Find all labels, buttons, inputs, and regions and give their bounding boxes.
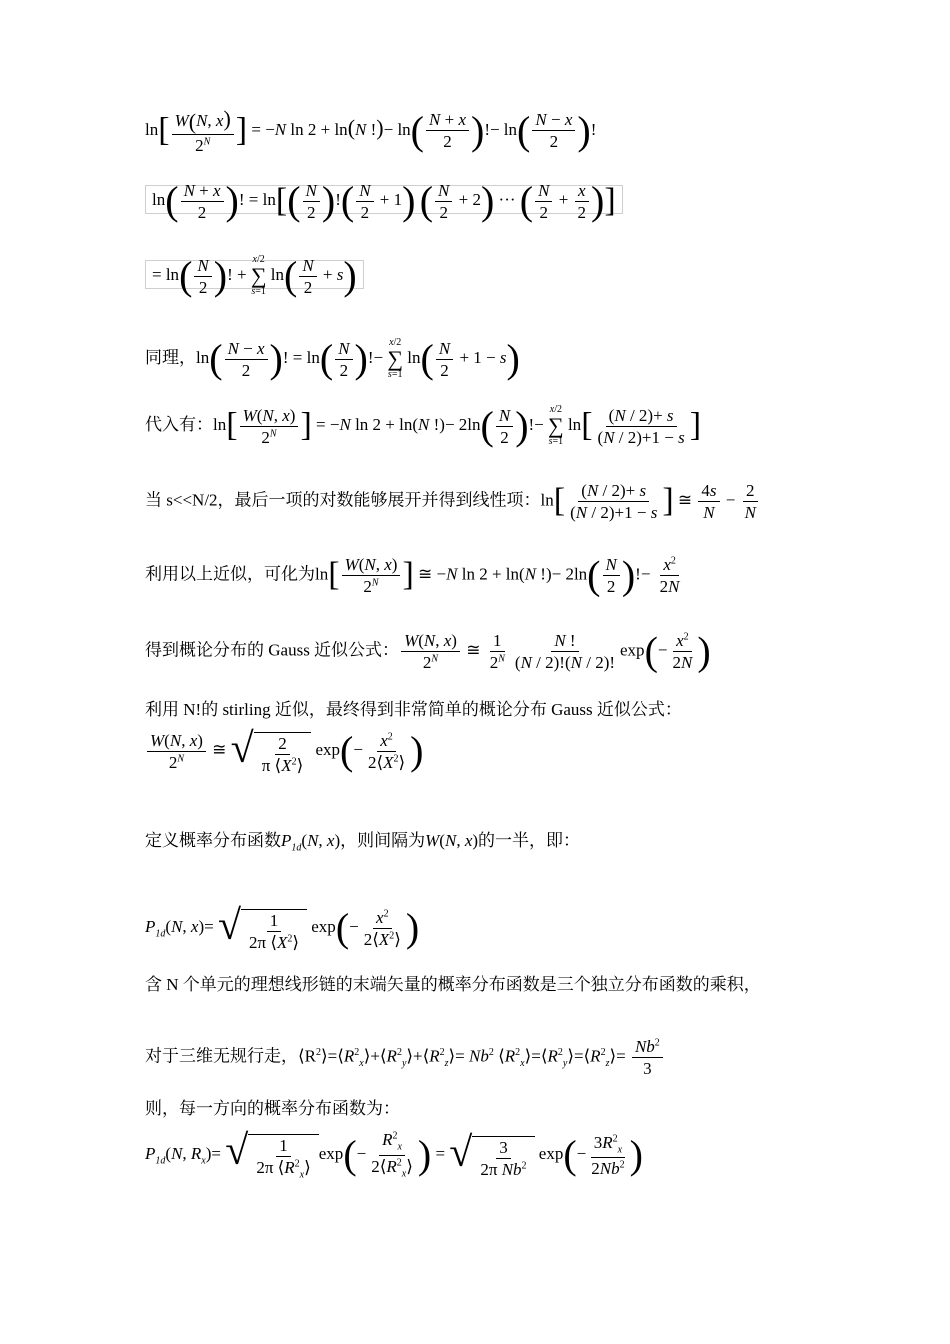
equation-substitute: 代入有：ln[ $\frac{W(N, x)}{2^N}$ ] = −N ln 2 + ln(N !)− 2ln( $\frac{N}{2}$ )!− x/2 ∑ s=1 ln[ $\frac{(N / 2)+ s}{(N / 2)+1 - s}$ ] bbox=[145, 403, 702, 448]
text-random-walk: 对于三维无规行走， bbox=[145, 1046, 298, 1066]
text-define-c: 的一半，即： bbox=[478, 831, 581, 850]
text-stirling: 利用 N!的 stirling 近似，最终得到非常简单的概论分布 Gauss 近似公式： bbox=[145, 700, 682, 719]
text-substitute: 代入有： bbox=[145, 414, 213, 434]
equation-gauss-approx: 得到概论分布的 Gauss 近似公式： $\frac{W(N, x)}{2^N}$ ≅ $\frac{1}{2^N}$ $\frac{N !}{(N / 2)!(N / 2)!}$ exp(− $\frac{x^2}{2N}$ ) bbox=[145, 628, 711, 674]
equation-random-walk: 对于三维无规行走，$⟨R^2⟩=⟨R^2_x⟩+⟨R^2_y⟩+⟨R^2_z⟩= Nb^2$ $⟨R^2_x⟩=⟨R^2_y⟩=⟨R^2_z⟩=$ $\frac{Nb^2}{3}$ bbox=[145, 1038, 665, 1077]
equation-similarly: 同理，ln( $\frac{N - x}{2}$ )! = ln( $\frac{N}{2}$ )!− x/2 ∑ s=1 ln( $\frac{N}{2}$ + 1 − s) bbox=[145, 336, 520, 381]
equation-log-w: ln[ $\frac{W(N, x)}{2^N}$ ] = −N ln 2 + ln(N !)− ln( $\frac{N + x}{2}$ )!− ln( $\frac{N - x}{2}$ )! bbox=[145, 106, 597, 155]
text-ideal-chain: 含 N 个单元的理想线形链的末端矢量的概率分布函数是三个独立分布函数的乘积， bbox=[145, 975, 761, 994]
equation-gauss-final: $\frac{W(N, x)}{2^N}$ ≅ √ $\frac{2}{\pi ⟨X^2⟩}$ exp(− $\frac{x^2}{2⟨X^2⟩}$ ) bbox=[145, 728, 423, 774]
equation-sum-form: = ln( $\frac{N}{2}$ )! + x/2 ∑ s=1 ln( $\frac{N}{2}$ + s) bbox=[145, 255, 364, 297]
equation-p1d-rx: $P_{1d}(N$, $R_x)=$ √ $\frac{1}{2\pi ⟨R^2_x⟩}$ exp(− $\frac{R^2_x}{2⟨R^2_x⟩}$ ) = √ $\frac{3}{2\pi Nb^2}$ exp(− $\frac{3R^2_x}{2Nb^2}$ ) bbox=[145, 1128, 643, 1181]
text-gauss-prob: 得到概论分布的 Gauss 近似公式： bbox=[145, 640, 400, 660]
equation-factorial-expansion: ln( $\frac{N + x}{2}$ )! = ln[( $\frac{N}{2}$ )!( $\frac{N}{2}$ + 1) ( $\frac{N}{2}$ + 2) ··· ( $\frac{N}{2}$ + $\frac{x}{2}$ )] bbox=[145, 182, 623, 221]
text-same-reason: 同理， bbox=[145, 347, 196, 367]
equation-approx: 利用以上近似，可化为ln[ $\frac{W(N, x)}{2^N}$ ] ≅ −N ln 2 + ln(N !)− 2ln( $\frac{N}{2}$ )!− $\frac{x^2}{2N}$ bbox=[145, 552, 680, 598]
text-each-direction: 则，每一方向的概率分布函数为： bbox=[145, 1099, 400, 1118]
equation-linear-term: 当 s<<N/2，最后一项的对数能够展开并得到线性项：ln[ $\frac{(N / 2)+ s}{(N / 2)+1 - s}$ ] ≅ $\frac{4s}{N}$ − $\frac{2}{N}$ bbox=[145, 481, 756, 522]
equation-define-p1d: 定义概率分布函数$P_{1d}(N$, x)，则间隔为W(N, x)的一半，即： bbox=[145, 831, 581, 854]
text-define-b: ，则间隔为 bbox=[340, 831, 426, 850]
text-when-s-small: 当 s<<N/2，最后一项的对数能够展开并得到线性项： bbox=[145, 490, 541, 510]
text-define-a: 定义概率分布函数 bbox=[145, 831, 281, 850]
text-using-approx: 利用以上近似，可化为 bbox=[145, 564, 315, 584]
equation-p1d: $P_{1d}(N$, x)= √ $\frac{1}{2\pi ⟨X^2⟩}$ exp(− $\frac{x^2}{2⟨X^2⟩}$ ) bbox=[145, 903, 420, 952]
